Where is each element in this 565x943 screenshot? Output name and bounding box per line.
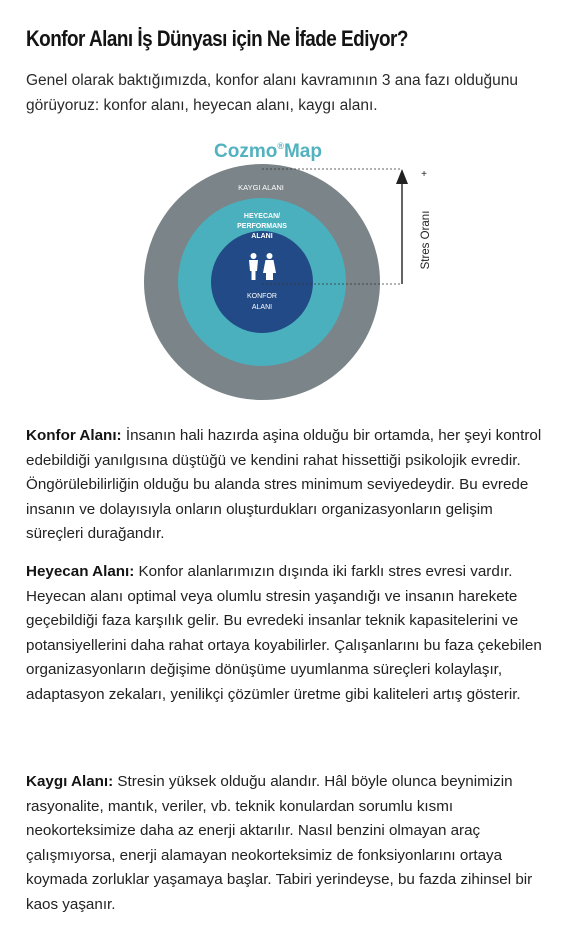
- excitement-zone-heading: Heyecan Alanı:: [26, 563, 139, 580]
- middle-zone-label-line3: ALANI: [251, 233, 273, 240]
- anxiety-zone-text: Stresin yüksek olduğu alandır. Hâl böyle olunca beynimizin rasyonalite, mantık, veriler, vb. teknik konulardan sorumlu kısmı neokorteksimize daha az enerji aktarılır. Nasıl benzini olmayan araç çalışmıyorsa, enerji alamayan neokorteksimiz de fonksiyonlarını ortaya koymada zorluklar yaşamaya başlar. Tabiri yerindeyse, bu fazda zihinsel bir kaos yaşanır.: [26, 773, 533, 913]
- outer-zone-label: KAYGI ALANI: [238, 183, 284, 192]
- middle-zone-label-line2: PERFORMANS: [237, 223, 287, 230]
- brand-logo: Cozmo®Map: [214, 141, 322, 162]
- inner-zone-label-line1: KONFOR: [247, 293, 277, 300]
- stress-axis-plus: +: [421, 169, 427, 180]
- comfort-zone-heading: Konfor Alanı:: [26, 427, 126, 444]
- middle-zone-label-line1: HEYECAN/: [243, 213, 281, 220]
- comfort-zone-section: [26, 424, 551, 547]
- anxiety-zone-heading: Kaygı Alanı:: [26, 773, 118, 790]
- intro-paragraph: Genel olarak baktığımızda, konfor alanı kavramının 3 ana fazı olduğunu görüyoruz: konfor alanı, heyecan alanı, kaygı alanı.: [26, 72, 518, 114]
- excitement-zone-section: [26, 560, 551, 708]
- comfort-zone-text: İnsanın hali hazırda aşina olduğu bir ortamda, her şeyi kontrol edebildiği yanılgısına düştüğü ve kendini rahat hissettiği psikolojik evredir. Öngörülebilirliğin olduğu bu alanda stres minimum seviyedeydir. Bu evrede insanın ve dolayısıyla onların oluşturdukları organizasyonların gelişim süreçleri durağandır.: [26, 427, 542, 543]
- comfort-zone-diagram: [140, 132, 450, 412]
- inner-zone-label-line2: ALANI: [251, 304, 273, 311]
- anxiety-zone-section: [26, 770, 551, 918]
- excitement-zone-text: Konfor alanlarımızın dışında iki farklı stres evresi vardır. Heyecan alanı optimal veya olumlu stresin yaşandığı ve insanın harekete geçebildiği faza karşılık gelir. Bu evredeki insanlar teknik kapasitelerini ve potansiyellerini daha rahat ortaya koyabilirler. Çalışanlarını bu faza çekebilen organizasyonların değişime dönüşüme uyumlanma süreçleri kolaylaşır, adaptasyon zekaları, yenilikçi çözümler üretme gibi kaliteleri artış gösterir.: [26, 563, 542, 703]
- comfort-zone-circle: [211, 231, 313, 333]
- stress-axis-label: Stres Oranı: [420, 210, 432, 270]
- stress-axis-arrowhead: [396, 169, 408, 184]
- page-title: Konfor Alanı İş Dünyası için Ne İfade Ediyor?: [26, 26, 408, 51]
